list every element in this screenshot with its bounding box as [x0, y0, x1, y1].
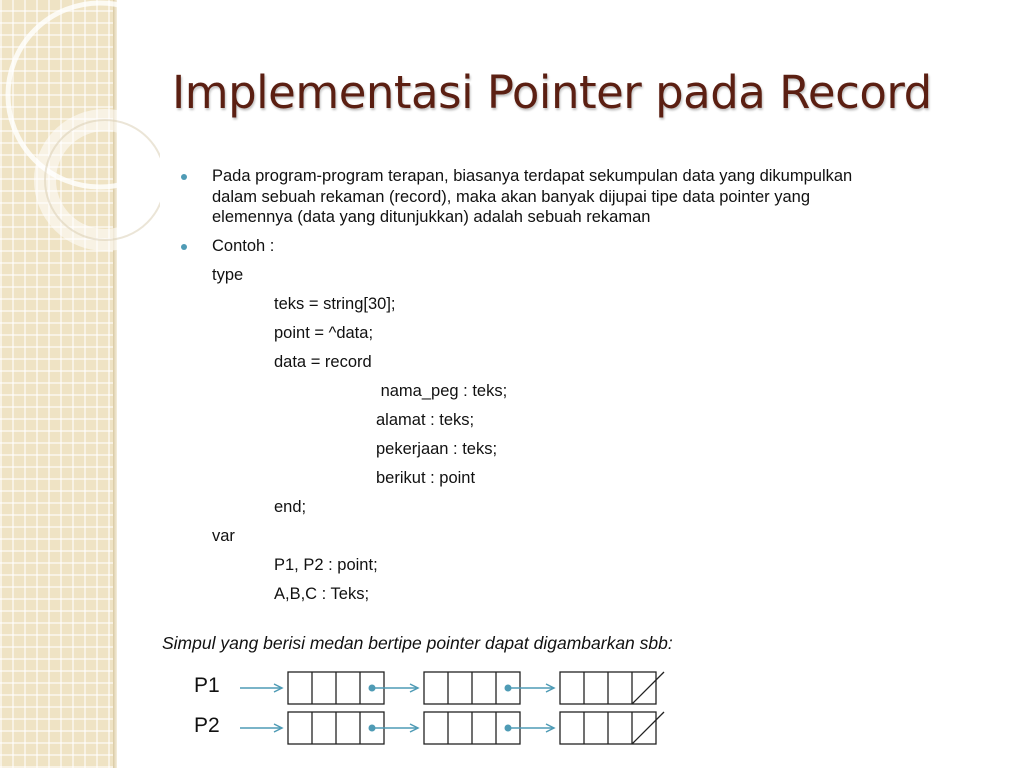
bullet-line: elemennya (data yang ditunjukkan) adalah sebuah rekaman [212, 208, 651, 226]
code-line: P1, P2 : point; [274, 556, 378, 574]
slide-title: Implementasi Pointer pada Record [172, 66, 932, 119]
bullet-line: Contoh : [212, 237, 275, 255]
code-line: data = record [274, 353, 372, 371]
diagram-caption: Simpul yang berisi medan bertipe pointer dapat digambarkan sbb: [162, 633, 673, 653]
bullet-line: Pada program-program terapan, biasanya terdapat sekumpulan data yang dikumpulkan [212, 167, 853, 185]
pointer-label-p1: P1 [194, 674, 220, 697]
code-line: pekerjaan : teks; [376, 440, 498, 458]
bullet-line: dalam sebuah rekaman (record), maka akan banyak dijupai tipe data pointer yang [212, 187, 811, 206]
code-line: nama_peg : teks; [376, 382, 508, 400]
code-line: A,B,C : Teks; [274, 585, 370, 603]
code-line: end; [274, 498, 307, 516]
code-line: teks = string[30]; [274, 295, 396, 313]
pointer-label-p2: P2 [194, 714, 220, 737]
code-line: var [212, 527, 235, 545]
code-line: alamat : teks; [376, 411, 475, 429]
code-line: type [212, 266, 244, 284]
code-line: berikut : point [376, 469, 476, 487]
code-line: point = ^data; [274, 324, 374, 342]
